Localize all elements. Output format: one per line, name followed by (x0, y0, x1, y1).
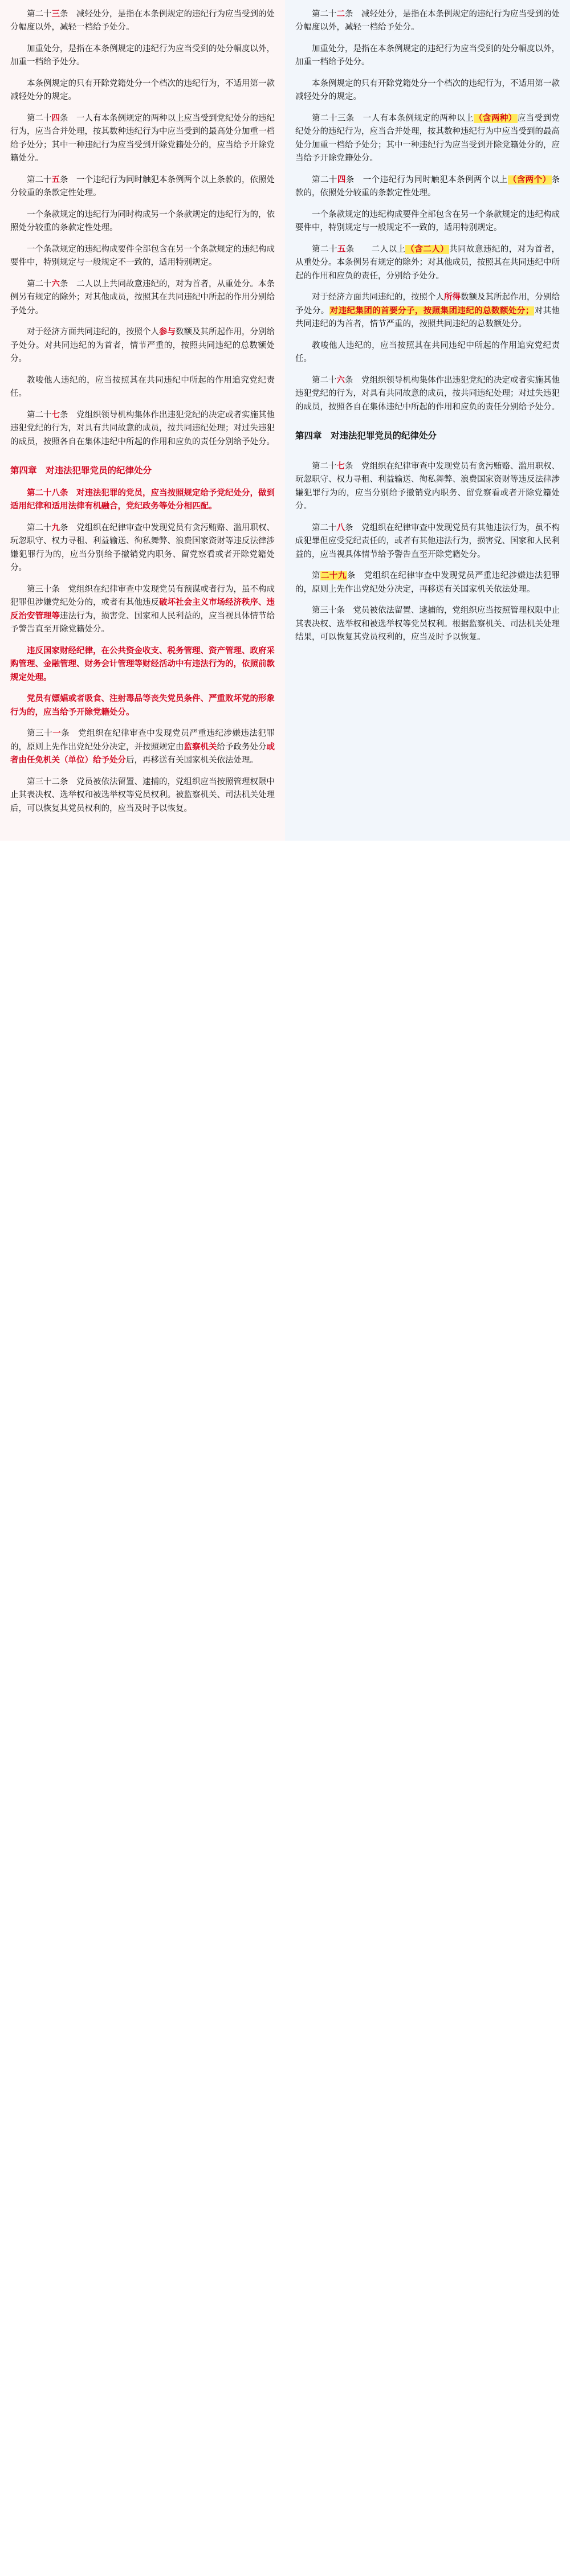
paragraph (10, 243, 275, 270)
text-run: 数额及其所起作用，分别给予处分。对共同违纪的为首者，情节严重的，按照共同违纪的总数额处分。 (10, 327, 275, 364)
paragraph (295, 8, 560, 35)
text-run: 条 减轻处分，是指在本条例规定的违纪行为应当受到的处分幅度以外，减轻一档给予处分。 (295, 10, 560, 32)
text-run: 一个条款规定的违纪行为同时构成另一个条款规定的违纪行为的，依照处分较重的条款定性处理。 (10, 210, 275, 233)
paragraph (10, 77, 275, 104)
text-run-emphasis: 所得 (444, 293, 461, 302)
text-run-emphasis: 二 (336, 10, 345, 19)
text-run-emphasis: （含两个） (508, 175, 551, 185)
text-run: 一人有本条例规定的两种以上 (354, 113, 474, 123)
paragraph (295, 174, 560, 200)
text-run: 第四章 对违法犯罪党员的纪律处分 (295, 431, 437, 441)
paragraph (295, 291, 560, 331)
text-run-emphasis: （含二人） (406, 244, 449, 254)
text-run: 条 一个违纪行为同时触犯本条例两个以上条款的，依照处分较重的条款定性处理。 (10, 175, 275, 198)
left-column-new-version (0, 0, 285, 841)
text-run-emphasis: 六 (336, 375, 345, 385)
text-run: 教唆他人违纪的，应当按照其在共同违纪中所起的作用追究党纪责任。 (295, 341, 560, 364)
text-run-emphasis: 对违法犯罪的党员，应当按照规定给予党纪处分，做到适用纪律和适用法律有机融合，党纪政务等处分相匹配。 (10, 488, 275, 511)
text-run: 第二十 (312, 523, 337, 533)
paragraph (295, 522, 560, 562)
paragraph (295, 604, 560, 644)
paragraph (10, 522, 275, 575)
text-run: 违法行为，损害党、国家和人民利益的，应当视具体情节给予警告直至开除党籍处分。 (10, 611, 275, 634)
paragraph (295, 208, 560, 235)
text-run: 第二十 (27, 279, 52, 289)
paragraph (295, 460, 560, 514)
text-run: 第二十 (27, 410, 52, 420)
text-run-emphasis: 三 (51, 10, 60, 19)
text-run: 对于经济方面共同违纪的，按照个人 (312, 293, 444, 302)
text-run: 第三十 (27, 729, 53, 739)
text-run: 第三十二条 党员被依法留置、逮捕的，党组织应当按照管理权限中止其表决权、选举权和被选举权等党员权利。被监察机关、司法机关处理后，可以恢复其党员权利的，应当及时予以恢复。 (10, 777, 275, 813)
comparison-page (0, 0, 570, 841)
paragraph (295, 112, 560, 166)
paragraph (10, 8, 275, 35)
text-run-emphasis: 七 (51, 410, 60, 420)
text-run: 条 党组织在纪律审查中发现党员严重违纪涉嫌违法犯罪的，原则上先作出党纪处分决定，再移送有关国家机关依法处理。 (295, 571, 560, 594)
text-run: 加重处分，是指在本条例规定的违纪行为应当受到的处分幅度以外，加重一档给予处分。 (295, 44, 560, 67)
right-column-old-version (285, 0, 570, 841)
paragraph (10, 776, 275, 816)
text-run: 条 党组织在纪律审查中发现党员严重违纪涉嫌违法犯罪的，原则上先作出党纪处分决定，并按照规定由 (10, 729, 275, 752)
text-run: 第二十 (27, 113, 52, 123)
paragraph (10, 583, 275, 637)
text-run: 加重处分，是指在本条例规定的违纪行为应当受到的处分幅度以外，加重一档给予处分。 (10, 44, 275, 67)
text-run: 本条例规定的只有开除党籍处分一个档次的违纪行为，不适用第一款减轻处分的规定。 (10, 79, 275, 102)
text-run: 第三十 (27, 584, 52, 594)
text-run: 第二十三条 (312, 113, 355, 123)
text-run: 第 (312, 571, 320, 581)
text-run: 条 党组织领导机构集体作出违犯党纪的决定或者实施其他违犯党纪的行为，对具有共同故意的成员，按共同违纪处理；对过失违犯的成员，按照各自在集体违纪中所起的作用和应负的责任分别给予处分。 (295, 375, 560, 412)
paragraph-spacer (295, 452, 560, 460)
text-run: 数额及其所起作用，分别给予处分。 (295, 293, 560, 316)
text-run: 本条例规定的只有开除党籍处分一个档次的违纪行为，不适用第一款减轻处分的规定。 (295, 79, 560, 102)
text-run-emphasis: 一 (52, 729, 62, 739)
paragraph (295, 43, 560, 69)
text-run-emphasis: 四 (337, 175, 346, 185)
paragraph (10, 174, 275, 200)
text-run: 第二十 (312, 375, 337, 385)
text-run: 条 党组织在纪律审查中发现党员有其他违法行为，虽不构成犯罪但应受党纪责任的，或者有其他违法行为，损害党、国家和人民利益的，应当视具体情节给予警告直至开除党籍处分。 (295, 523, 560, 559)
text-run: 第二十 (27, 10, 52, 19)
text-run-emphasis: 四 (51, 113, 60, 123)
chapter-heading (295, 429, 560, 443)
chapter-heading (10, 464, 275, 478)
paragraph (10, 374, 275, 401)
text-run: 条款的，依照处分较重的条款定性处理。 (295, 175, 560, 198)
text-run: 给予政务处分 (217, 742, 267, 752)
text-run: 教唆他人违纪的，应当按照其在共同违纪中所起的作用追究党纪责任。 (10, 375, 275, 399)
text-run-emphasis: 五 (337, 244, 346, 254)
paragraph (295, 374, 560, 414)
paragraph (10, 727, 275, 767)
text-run: 对其他共同违纪的为首者，情节严重的，按照共同违纪的总数额处分。 (295, 306, 560, 329)
text-run: 对于经济方面共同违纪的，按照个人 (27, 327, 159, 337)
text-run: 第二十 (312, 244, 337, 254)
text-run: 第二十 (27, 523, 52, 533)
text-run-emphasis: 参与 (159, 327, 176, 337)
text-run: 第三十条 党员被依法留置、逮捕的，党组织应当按照管理权限中止其表决权、选举权和被选举权等党员权利。根据监察机关、司法机关处理结果，可以恢复其党员权利的，应当及时予以恢复。 (295, 606, 560, 642)
text-run: 条 一人有本条例规定的两种以上应当受到党纪处分的违纪行为，应当合并处理，按其数种违纪行为中应当受到的最高处分加重一档给予处分；其中一种违纪行为应当受到开除党籍处分的，应当给予开除党籍处分。 (10, 113, 275, 163)
text-run-emphasis: 五 (51, 175, 60, 185)
text-run-emphasis: 对违纪集团的首要分子，按照集团违纪的总数额处分； (329, 306, 534, 316)
paragraph (10, 409, 275, 449)
text-run-emphasis: 六 (51, 279, 60, 289)
paragraph (295, 339, 560, 366)
text-run: 条 党组织领导机构集体作出违犯党纪的决定或者实施其他违犯党纪的行为，对具有共同故意的成员，按共同违纪处理；对过失违犯的成员，按照各自在集体违纪中所起的作用和应负的责任分别给予处分。 (10, 410, 275, 447)
paragraph (295, 243, 560, 283)
text-run: 第二十 (312, 10, 337, 19)
text-run: 条 二人以上共同故意违纪的，对为首者，从重处分。本条例另有规定的除外；对其他成员，按照其在共同违纪中所起的作用分别给予处分。 (10, 279, 275, 316)
text-run-emphasis: （含两种） (474, 113, 517, 123)
paragraph (10, 326, 275, 366)
text-run: 一个条款规定的违纪构成要件全部包含在另一个条款规定的违纪构成要件中，特别规定与一般规定不一致的，适用特别规定。 (295, 210, 560, 233)
text-run-emphasis: 二十九 (320, 571, 347, 581)
paragraph (10, 693, 275, 719)
paragraph (10, 112, 275, 166)
text-run-emphasis: 监察机关 (184, 742, 217, 752)
text-run-emphasis: 第二十八条 (27, 488, 68, 498)
text-run-emphasis: 七 (336, 461, 345, 471)
text-run: 党组织在纪律审查中发现党员有预谋或者行为，虽不构成犯罪但涉嫌党纪处分的，或者有其他违反 (10, 584, 275, 608)
text-run-emphasis: 破坏社会主义市场经济秩序、违反治安管理等 (10, 598, 275, 621)
text-run: 条 党组织在纪律审查中发现党员有贪污贿赂、滥用职权、玩忽职守、权力寻租、利益输送、徇私舞弊、浪费国家资财等违反法律涉嫌犯罪行为的，应当分别给予撤销党内职务、留党察看或者开除党籍处分。 (295, 461, 560, 511)
text-run: 第二十 (27, 175, 52, 185)
paragraph (10, 487, 275, 514)
text-run: 后，再移送有关国家机关依法处理。 (126, 756, 258, 765)
text-run: 第二十 (312, 461, 337, 471)
paragraph (10, 208, 275, 235)
text-run: 一个条款规定的违纪构成要件全部包含在另一个条款规定的违纪构成要件中，特别规定与一般规定不一致的，适用特别规定。 (10, 244, 275, 268)
text-run-emphasis: 九 (51, 523, 60, 533)
text-run-emphasis: 违反国家财经纪律，在公共资金收支、税务管理、资产管理、政府采购管理、金融管理、财务会计管理等财经活动中有违法行为的，依照前款规定处理。 (10, 646, 275, 682)
paragraph (10, 278, 275, 318)
text-run: 第四章 对违法犯罪党员的纪律处分 (10, 465, 152, 476)
paragraph (10, 645, 275, 685)
text-run: 条 一个违纪行为同时触犯本条例两个以上 (345, 175, 508, 185)
text-run-emphasis: 或者由任免机关（单位）给予处分 (10, 742, 275, 765)
text-run: 条 二人以上 (345, 244, 406, 254)
text-run: 共同故意违纪的，对为首者，从重处分。本条例另有规定的除外；对其他成员，按照其在共同违纪中所起的作用和应负的责任，分别给予处分。 (295, 244, 560, 281)
text-run: 条 减轻处分，是指在本条例规定的违纪行为应当受到的处分幅度以外，减轻一档给予处分。 (10, 10, 275, 32)
paragraph (10, 43, 275, 69)
text-run-emphasis: 八 (336, 523, 345, 533)
text-run: 条 (51, 584, 60, 594)
paragraph (295, 570, 560, 596)
text-run: 应当受到党纪处分的违纪行为，应当合并处理，按其数种违纪行为中应当受到的最高处分加重一档给予处分；其中一种违纪行为应当受到开除党籍处分的，应当给予开除党籍处分。 (295, 113, 560, 163)
text-run-emphasis: 党员有嫖娼或者吸食、注射毒品等丧失党员条件、严重败坏党的形象行为的，应当给予开除党籍处分。 (10, 694, 275, 717)
text-run: 条 党组织在纪律审查中发现党员有贪污贿赂、滥用职权、玩忽职守、权力寻租、利益输送、徇私舞弊、浪费国家资财等违反法律涉嫌犯罪行为的，应当分别给予撤销党内职务、留党察看或者开除党籍处分。 (10, 523, 275, 573)
text-run: 第二十 (312, 175, 337, 185)
paragraph (295, 77, 560, 104)
